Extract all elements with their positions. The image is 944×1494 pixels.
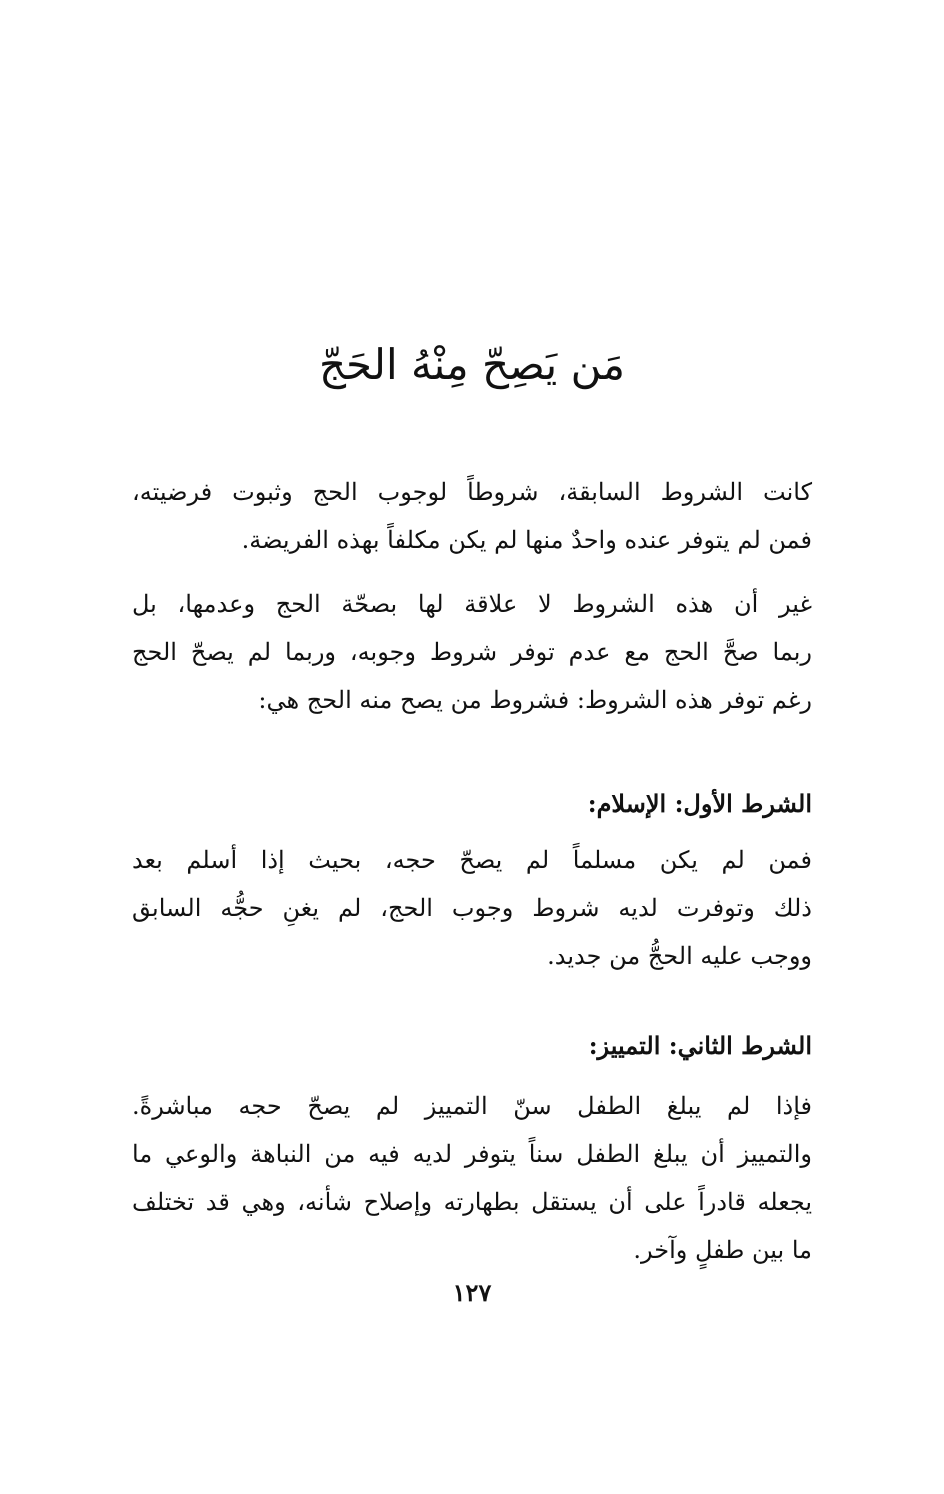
condition-1-heading: الشرط الأول: الإسلام: xyxy=(587,789,812,818)
text-line: ربما صحَّ الحج مع عدم توفر شروط وجوبه، وربما لم يصحّ الحج xyxy=(132,638,812,666)
text-line: كانت الشروط السابقة، شروطاً لوجوب الحج وثبوت فرضيته، xyxy=(132,478,812,506)
text-line: رغم توفر هذه الشروط: فشروط من يصح منه الحج هي: xyxy=(258,686,812,714)
intro-paragraph-2 xyxy=(132,580,812,724)
text-line: ووجب عليه الحجُّ من جديد. xyxy=(547,942,812,970)
condition-2-paragraph xyxy=(132,1082,812,1274)
condition-2-heading: الشرط الثاني: التمييز: xyxy=(588,1031,812,1060)
intro-paragraph-1 xyxy=(132,468,812,564)
chapter-title: مَن يَصِحّ مِنْهُ الحَجّ xyxy=(318,340,626,389)
page-number: ١٢٧ xyxy=(452,1278,492,1307)
text-line: يجعله قادراً على أن يستقل بطهارته وإصلاح شأنه، وهي قد تختلف xyxy=(132,1188,812,1216)
text-line: فإذا لم يبلغ الطفل سنّ التمييز لم يصحّ حجه مباشرةً. xyxy=(132,1092,812,1120)
condition-1-paragraph xyxy=(132,836,812,980)
text-line: فمن لم يتوفر عنده واحدٌ منها لم يكن مكلفاً بهذه الفريضة. xyxy=(241,526,812,554)
text-line: ذلك وتوفرت لديه شروط وجوب الحج، لم يغنِ حجُّه السابق xyxy=(132,894,812,922)
text-line: فمن لم يكن مسلماً لم يصحّ حجه، بحيث إذا أسلم بعد xyxy=(132,846,812,874)
text-line: ما بين طفلٍ وآخر. xyxy=(633,1236,812,1264)
text-line: غير أن هذه الشروط لا علاقة لها بصحّة الحج وعدمها، بل xyxy=(132,590,812,618)
text-line: والتمييز أن يبلغ الطفل سناً يتوفر لديه فيه من النباهة والوعي ما xyxy=(132,1140,812,1168)
